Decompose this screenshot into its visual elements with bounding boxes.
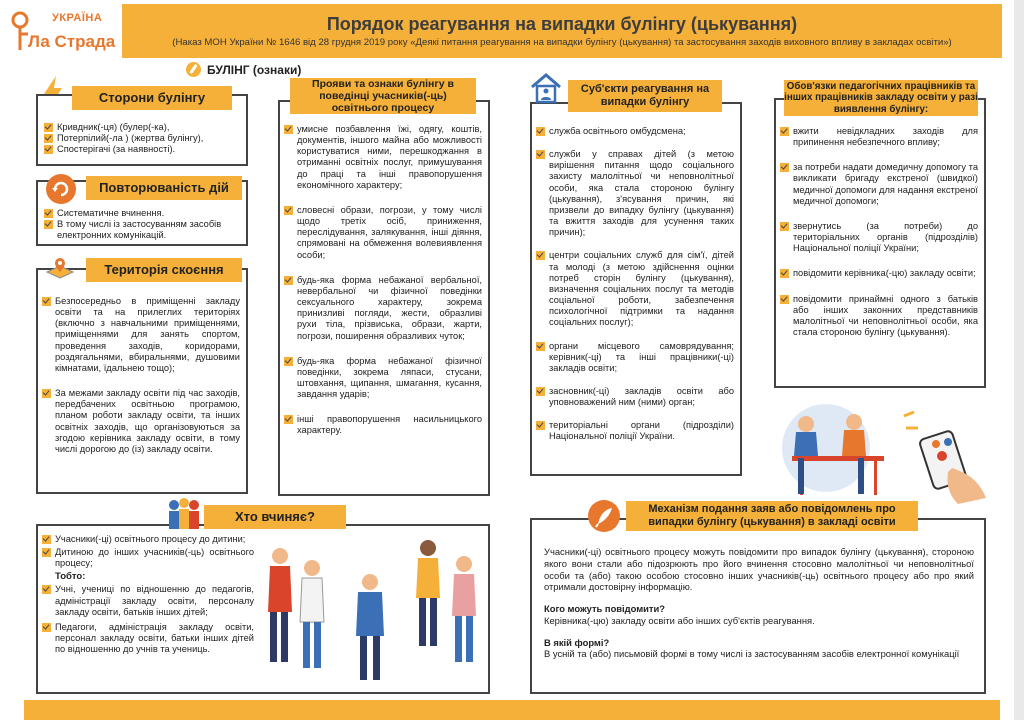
- repetition-title: Повторюваність дій: [86, 176, 242, 200]
- checkbox-icon: [44, 123, 53, 132]
- subjects-box: [530, 102, 742, 476]
- page-subtitle: (Наказ МОН України № 1646 від 28 грудня 2019 року «Деякі питання реагування на випадки булінгу (цькування) та застосування заходів виховного впливу в закладах освіти»): [172, 37, 952, 48]
- list-item: засновник(-ці) закладів освіти або уповноважений ним (ними) орган;: [536, 386, 734, 408]
- list-item: умисне позбавлення їжі, одягу, коштів, документів, іншого майна або можливості користуватися ними, перешкоджання в отриманні освітніх послуг, примушування до праці та інші правопорушення економічного характеру;: [284, 124, 482, 191]
- signs-box: [278, 100, 490, 496]
- list-item: територіальні органи (підрозділи) Національної поліції України.: [536, 420, 734, 442]
- checkbox-icon: [780, 222, 789, 231]
- checkbox-icon: [284, 357, 293, 366]
- header-band: [122, 4, 1002, 58]
- bulling-label: [186, 62, 301, 77]
- list-item: За межами закладу освіти під час заходів, передбачених освітньою програмою, планом роботи закладу освіти, та інших освітніх заходів, що організовуються за згодою керівника закладу освіти, в тому числі дорогою до (із) закладу освіти.: [42, 388, 240, 455]
- checkbox-icon: [536, 421, 545, 430]
- checkbox-icon: [536, 150, 545, 159]
- territory-box: [36, 268, 248, 494]
- map-pin-icon: [44, 254, 76, 286]
- checkbox-icon: [42, 623, 51, 632]
- list-item: Систематичне вчинення.: [44, 208, 238, 219]
- mechanism-question-2: В якій формі?: [544, 636, 610, 648]
- checkbox-icon: [536, 342, 545, 351]
- list-item: Кривдник(-ця) (булер(-ка),: [44, 122, 238, 133]
- checkbox-icon: [536, 251, 545, 260]
- list-item: Спостерігачі (за наявності).: [44, 144, 238, 155]
- footer-band: [24, 700, 1000, 720]
- list-item: служби у справах дітей (з метою вирішення питання щодо соціального захисту малолітньої чи неповнолітньої особи, яка стала стороною булінгу (цькування), з'ясування причин, які призвели до випадку булінгу (цькування) та вжиття заходів для усунення таких причин);: [536, 149, 734, 238]
- sides-list: [44, 122, 238, 155]
- la-strada-logo: [6, 6, 120, 62]
- mechanism-title: Механізм подання заяв або повідомлень про випадки булінгу (цькування) в закладі освіти: [626, 501, 918, 531]
- list-item: центри соціальних служб для сім'ї, дітей та молоді (з метою здійснення оцінки потреб сторін булінгу (цькування), визначення соціальних послуг та методів соціальної роботи, забезпечення психологічної підтримки та надання соціальних послуг);: [536, 250, 734, 328]
- list-item: звернутись (за потреби) до територіальних органів (підрозділів) Національної поліції України;: [780, 221, 978, 254]
- checkbox-icon: [536, 127, 545, 136]
- list-item: будь-яка форма небажаної вербальної, невербальної чи фізичної поведінки сексуального характеру, зокрема принизливі погляди, жести, образливі рухи тіла, прізвиська, образи, жарти, погрози, поширення образливих чуток;: [284, 275, 482, 342]
- duties-title: Обов'язки педагогічних працівників та інших працівників закладу освіти у разі виявлення булінгу:: [784, 81, 978, 115]
- mechanism-text: [544, 546, 974, 660]
- list-item: словесні образи, погрози, у тому числі щодо третіх осіб, приниження, переслідування, залякування, інші діяння, спрямовані на обмеження волевиявлення особи;: [284, 205, 482, 261]
- page-title: Порядок реагування на випадки булінгу (цькування): [326, 14, 798, 34]
- checkbox-icon: [42, 585, 51, 594]
- checkbox-icon: [780, 127, 789, 136]
- students-illustration: [260, 532, 486, 690]
- pen-icon: [186, 62, 201, 77]
- subjects-list: [536, 126, 734, 443]
- duties-list: [780, 126, 978, 338]
- territory-title: Територія скоєння: [86, 258, 242, 282]
- who-box: [36, 524, 490, 694]
- people-table-illustration: [776, 396, 1014, 508]
- list-item: Педагоги, адміністрація закладу освіти, персонал закладу освіти, батьки інших дітей по відношенню до учнів та учениць.: [42, 622, 254, 655]
- house-icon: [528, 70, 564, 106]
- checkbox-icon: [44, 134, 53, 143]
- checkbox-icon: [780, 163, 789, 172]
- checkbox-icon: [284, 276, 293, 285]
- feather-icon: [588, 500, 620, 532]
- checkbox-icon: [284, 206, 293, 215]
- list-item: будь-яка форма небажаної фізичної поведінки, зокрема ляпаси, стусани, штовхання, щипання, шмагання, кусання, завдання ударів;: [284, 356, 482, 401]
- subjects-title: Суб'єкти реагування на випадки булінгу: [568, 80, 722, 112]
- checkbox-icon: [44, 220, 53, 229]
- who-subhead: Тобто:: [55, 571, 86, 583]
- repetition-list: [44, 208, 238, 241]
- list-item: Безпосередньо в приміщенні закладу освіти та на прилеглих територіях (включно з навчальними приміщеннями, приміщеннями для занять спортом, проведення заходів, коридорами, роздягальнями, вбиральнями, душовими кімнатами, їдальнею тощо);: [42, 296, 240, 374]
- checkbox-icon: [780, 269, 789, 278]
- logo-name: Ла Страда: [28, 32, 116, 51]
- bulling-label-text: БУЛІНГ (ознаки): [207, 62, 302, 77]
- list-item: повідомити керівника(-цю) закладу освіти;: [780, 268, 978, 279]
- list-item: вжити невідкладних заходів для припинення небезпечного впливу;: [780, 126, 978, 148]
- checkbox-icon: [284, 125, 293, 134]
- who-list: [42, 534, 254, 655]
- territory-list: [42, 296, 240, 455]
- list-item: повідомити принаймні одного з батьків або інших законних представників малолітньої чи неповнолітньої особи, яка стала стороною булінгу (цькування).: [780, 294, 978, 339]
- list-item: служба освітнього омбудсмена;: [536, 126, 734, 137]
- checkbox-icon: [42, 548, 51, 557]
- list-item: В тому числі із застосуванням засобів електронних комунікацій.: [44, 219, 238, 241]
- page-edge: [1014, 0, 1024, 720]
- repeat-icon: [46, 174, 76, 204]
- checkbox-icon: [42, 297, 51, 306]
- mechanism-question-1: Кого можуть повідомити?: [544, 603, 666, 614]
- mechanism-paragraph: Учасники(-ці) освітнього процесу можуть повідомити про випадок булінгу (цькування), стороною якого вони стали або підозрюють про його вчинення стосовно малолітньої чи неповнолітньої особи та (або) такою особою стосовно інших учасників(-ць) освітнього процесу або про який отримали достовірну інформацію.: [544, 546, 974, 593]
- sides-title: Сторони булінгу: [72, 86, 232, 110]
- list-item: органи місцевого самоврядування; керівник(-ці) та інші працівники(-ці) закладів освіти;: [536, 341, 734, 374]
- mechanism-answer-1: Керівника(-цю) закладу освіти або інших суб'єктів реагування.: [544, 614, 815, 626]
- duties-box: [774, 98, 986, 388]
- list-item: інші правопорушення насильницького характеру.: [284, 414, 482, 436]
- list-item: Учасники(-ці) освітнього процесу до дитини;: [42, 534, 254, 545]
- checkbox-icon: [44, 209, 53, 218]
- group-people-icon: [164, 496, 204, 530]
- list-item: за потреби надати домедичну допомогу та викликати бригаду екстреної (швидкої) медичної допомоги для надання екстреної медичної допомоги;: [780, 162, 978, 207]
- logo-country: УКРАЇНА: [52, 12, 103, 24]
- signs-list: [284, 124, 482, 437]
- list-item: Учні, учениці по відношенню до педагогів, адміністрації закладу освіти, персоналу закладу освіти, батьків інших дітей;: [42, 584, 254, 617]
- checkbox-icon: [780, 295, 789, 304]
- signs-title: Прояви та ознаки булінгу в поведінці учасників(-ць) освітнього процесу: [290, 78, 476, 114]
- who-title: Хто вчиняє?: [204, 505, 346, 529]
- checkbox-icon: [284, 415, 293, 424]
- checkbox-icon: [42, 389, 51, 398]
- mechanism-box: [530, 518, 986, 694]
- checkbox-icon: [44, 145, 53, 154]
- list-item: Потерпілий(-ла ) (жертва булінгу),: [44, 133, 238, 144]
- mechanism-answer-2: В усній та (або) письмовій формі в тому числі із застосуванням засобів електронної комунікації: [544, 648, 960, 660]
- checkbox-icon: [536, 387, 545, 396]
- list-item: Дитиною до інших учасників(-ць) освітнього процесу;: [42, 547, 254, 569]
- checkbox-icon: [42, 535, 51, 544]
